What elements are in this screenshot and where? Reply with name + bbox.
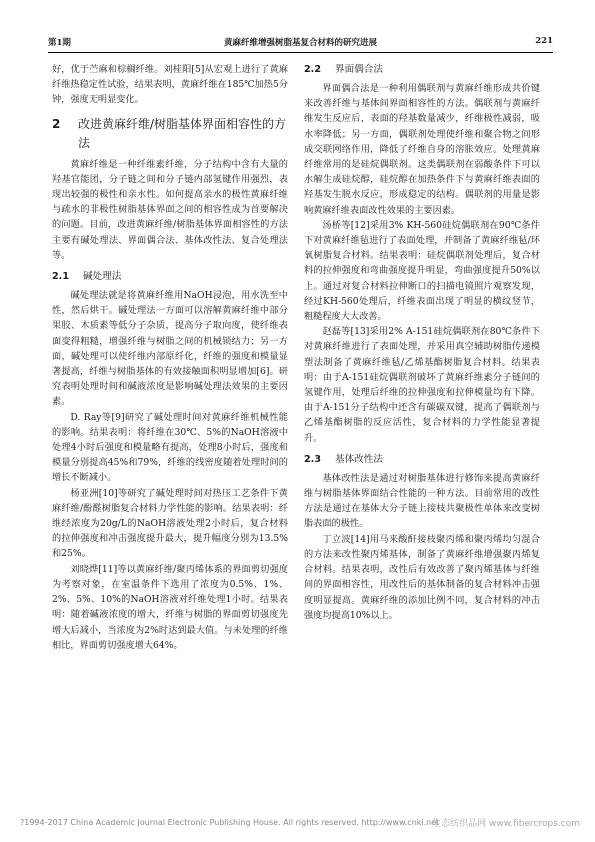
alkali-paragraph: 碱处理法就是将黄麻纤维用NaOH浸泡，用水洗至中性，然后烘干。碱处理法一方面可以溶解黄麻纤维中部分果胶、木质素等低分子杂质，提高分子取向度，使纤维表面变得粗糙，增强纤维与树脂之间的机械锁结力；另一方面，碱处理可以使纤维内部原纤化，纤维的强度和模量显著提高，纤维与树脂基体的有效接触面积明显增加[6]。研究表明处理时间和碱液浓度是影响碱处理法效果的主要因素。 [52,290,288,408]
subsection-number: 2.3 [304,453,321,465]
zhao-paragraph: 赵磊等[13]采用2% A-151硅烷偶联剂在80℃条件下对黄麻纤维进行了表面处理，并采用真空辅助树脂传递模塑法制备了黄麻纤维毡/乙烯基酯树脂复合材料。结果表明：由于A-151硅烷偶联剂破坏了黄麻纤维素分子链间的氢键作用，处理后纤维的拉伸强度和拉伸模量均有下降。由于A-151分子结构中还含有碳碳双键，提高了偶联剂与乙烯基酯树脂的反应活性，复合材料的力学性能显著提升。 [304,326,540,444]
issue-label: 第1期 [48,38,71,48]
section-title: 改进黄麻纤维/树脂基体界面相容性的方法 [78,116,287,150]
subsection-title: 碱处理法 [83,271,122,283]
running-title: 黄麻纤维增强树脂基复合材料的研究进展 [223,38,377,48]
tang-paragraph: 汤桥等[12]采用3% KH-560硅烷偶联剂在90℃条件下对黄麻纤维毡进行了表面处理，并制备了黄麻纤维毡/环氧树脂复合材料。结果表明：硅烷偶联剂处理后，复合材料的拉伸强度和弯曲强度提升明显，弯曲强度提升50%以上。通过对复合材料拉伸断口的扫描电镜照片观察发现，经过KH-560处理后，纤维表面出现了明显的横纹竖节，粗糙程度大大改善。 [304,219,540,323]
section-number: 2 [52,116,61,131]
section-2-paragraph: 黄麻纤维是一种纤维素纤维，分子结构中含有大量的羟基官能团，分子链之间和分子链内部氢键作用强烈，表现出较强的极性和亲水性。如何提高亲水的极性黄麻纤维与疏水的非极性树脂基体界面之间的相容性成为首要解决的问题。目前，改进黄麻纤维/树脂基体界面相容性的方法主要有碱处理法、界面偶合法、基体改性法、复合处理法等。 [52,158,288,261]
matrix-paragraph: 基体改性法是通过对树脂基体进行修饰来提高黄麻纤维与树脂基体界面结合性能的一种方法。目前常用的改性方法是通过在基体大分子链上接枝共聚极性单体来改变树脂表面的极性。 [304,472,540,530]
copyright-notice: ?1994-2017 China Academic Journal Electronic Publishing House. All rights reserved. http://www.cnki.net [20,818,440,827]
section-2-heading [52,115,288,153]
right-column [304,62,540,623]
subsection-number: 2.1 [52,271,69,283]
liu-paragraph: 刘晓烨[11]等以黄麻纤维/聚丙烯体系的界面剪切强度为考察对象，在室温条件下选用了浓度为0.5%、1%、2%、5%、10%的NaOH溶液对纤维处理1小时。结果表明：随着碱液浓度的增大，纤维与树脂的界面剪切强度先增大后减小，当浓度为2%时达到最大值。与未处理的纤维相比，界面剪切强度增大64%。 [52,563,288,651]
subsection-2-2-heading [304,62,540,78]
ray-paragraph: D. Ray等[9]研究了碱处理时间对黄麻纤维机械性能的影响。结果表明：将纤维在30℃、5%的NaOH溶液中处理4小时后强度和模量略有提高，处理8小时后，强度和模量分别提高45%和79%，纤维的线密度随着处理时间的增长不断减小。 [52,411,288,484]
subsection-title: 基体改性法 [335,453,383,465]
page-number: 221 [535,36,553,46]
subsection-title: 界面偶合法 [335,64,383,75]
watermark-text: 生态纺织品网 www.fibercrops.com [432,819,580,829]
running-header [48,32,553,53]
subsection-2-3-heading [304,452,540,468]
intro-paragraph: 好，优于苎麻和棕榈纤维。刘桂阳[5]从宏观上进行了黄麻纤维热稳定性试验，结果表明，黄麻纤维在185℃加热5分钟，强度无明显变化。 [52,64,288,106]
yang-paragraph: 杨亚洲[10]等研究了碱处理时间对热压工艺条件下黄麻纤维/酚醛树脂复合材料力学性能的影响。结果表明：纤维经浓度为20g/L的NaOH溶液处理2小时后，复合材料的拉伸强度和冲击强度提升最大，提升幅度分别为13.5%和25%。 [52,487,288,560]
ding-paragraph: 丁立波[14]用马来酸酐接枝聚丙烯和聚丙烯均匀混合的方法来改性聚丙烯基体，制备了黄麻纤维增强聚丙烯复合材料。结果表明，改性后有效改善了聚丙烯基体与纤维间的界面相容性，用改性后的基体制备的复合材料冲击强度明显提高。黄麻纤维的添加比例不同，复合材料的冲击强度均提高10%以上。 [304,533,540,621]
left-column [52,62,288,653]
coupling-paragraph: 界面偶合法是一种利用偶联剂与黄麻纤维形成共价键来改善纤维与基体间界面相容性的方法。偶联剂与黄麻纤维发生反应后，表面的羟基数量减少，纤维极性减弱，吸水率降低；另一方面，偶联剂处理使纤维和聚合物之间形成交联网络作用，降低了纤维自身的溶胀效应。处理黄麻纤维常用的是硅烷偶联剂。这类偶联剂在弱酸条件下可以水解生成硅烷醇，硅烷醇在加热条件下与黄麻纤维表面的羟基发生脱水反应，形成稳定的结构。偶联剂的用量是影响黄麻纤维表面改性效果的主要因素。 [304,83,540,216]
subsection-number: 2.2 [304,64,321,75]
subsection-2-1-heading [52,269,288,285]
